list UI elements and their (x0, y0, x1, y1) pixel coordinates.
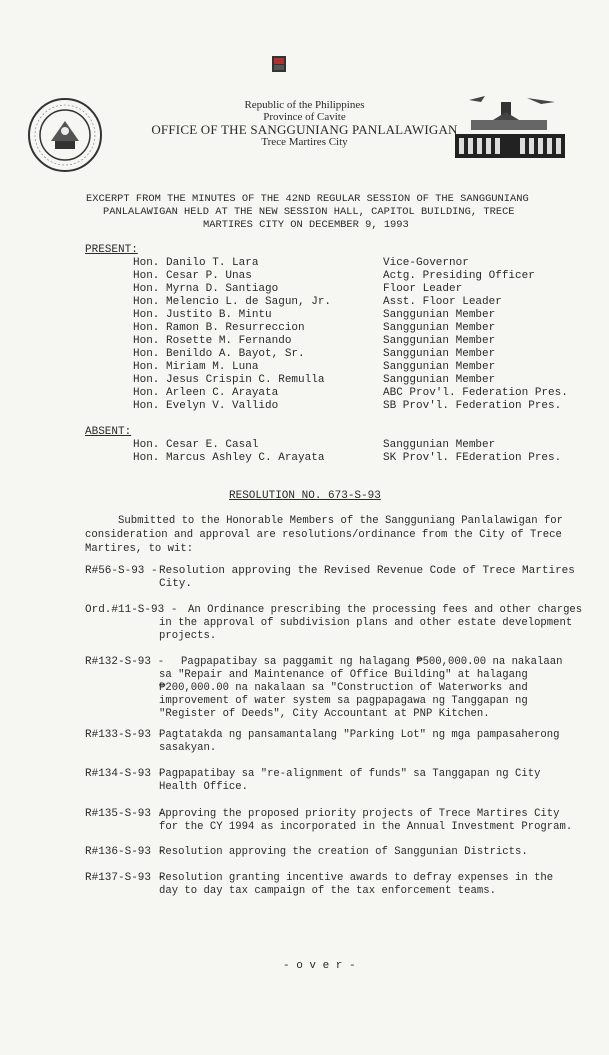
header-republic: Republic of the Philippines (244, 99, 365, 111)
item-line: Resolution approving the Revised Revenue Code of Trece Martires (159, 565, 575, 577)
present-label: PRESENT: (85, 244, 138, 256)
present-member-name: Hon. Danilo T. Lara (133, 257, 259, 269)
present-member-position: Sanggunian Member (383, 335, 496, 347)
item-label: R#56-S-93 - (85, 565, 158, 577)
present-member-position: Sanggunian Member (383, 374, 496, 386)
item-line: projects. (159, 630, 217, 642)
present-member-position: Vice-Governor (383, 257, 469, 269)
present-member-name: Hon. Miriam M. Luna (133, 361, 259, 373)
present-member-position: Actg. Presiding Officer (383, 270, 535, 282)
item-line: "Register of Deeds", City Accountant at PNP Kitchen. (159, 708, 490, 720)
present-member-position: Asst. Floor Leader (383, 296, 502, 308)
present-member-name: Hon. Arleen C. Arayata (133, 387, 279, 399)
present-member-name: Hon. Benildo A. Bayot, Sr. (133, 348, 305, 360)
intro-line-2: consideration and approval are resolutions/ordinance from the City of Trece (85, 529, 562, 541)
present-member-name: Hon. Cesar P. Unas (133, 270, 252, 282)
present-member-name: Hon. Rosette M. Fernando (133, 335, 292, 347)
absent-member-position: SK Prov'l. FEderation Pres. (383, 452, 562, 464)
header-city: Trece Martires City (261, 136, 348, 148)
item-label: R#132-S-93 - (85, 656, 165, 668)
present-member-name: Hon. Evelyn V. Vallido (133, 400, 279, 412)
resolution-item (85, 872, 554, 897)
present-member-position: Floor Leader (383, 283, 463, 295)
header-office: OFFICE OF THE SANGGUNIANG PANLALAWIGAN (151, 122, 458, 137)
item-line: Approving the proposed priority projects of Trece Martires City (159, 808, 560, 820)
item-label: R#137-S-93 - (85, 872, 165, 884)
item-label: R#135-S-93 - (85, 808, 165, 820)
item-line: City. (159, 578, 193, 590)
excerpt-line-2: PANLALAWIGAN HELD AT THE NEW SESSION HALL, CAPITOL BUILDING, TRECE (103, 206, 515, 218)
item-line: ₱200,000.00 na nakalaan sa "Construction of Waterworks and (159, 682, 528, 694)
intro-line-1: Submitted to the Honorable Members of the Sangguniang Panlalawigan for (118, 515, 564, 527)
present-member-position: Sanggunian Member (383, 361, 496, 373)
absent-member-name: Hon. Marcus Ashley C. Arayata (133, 452, 325, 464)
item-label: R#134-S-93 - (85, 768, 165, 780)
excerpt-line-1: EXCERPT FROM THE MINUTES OF THE 42ND REGULAR SESSION OF THE SANGGUNIANG (86, 193, 529, 205)
present-member-position: Sanggunian Member (383, 309, 496, 321)
resolution-item (85, 656, 563, 720)
present-member-name: Hon. Myrna D. Santiago (133, 283, 279, 295)
resolution-item (85, 808, 573, 833)
present-member-position: ABC Prov'l. Federation Pres. (383, 387, 568, 399)
item-line: for the CY 1994 as incorporated in the Annual Investment Program. (159, 821, 573, 833)
resolution-item (85, 729, 560, 754)
excerpt-line-3: MARTIRES CITY ON DECEMBER 9, 1993 (203, 219, 409, 231)
top-emblem-icon (271, 55, 287, 73)
item-line: Resolution approving the creation of Sanggunian Districts. (159, 846, 528, 858)
present-member-name: Hon. Ramon B. Resurreccion (133, 322, 305, 334)
header-province: Province of Cavite (263, 111, 346, 123)
item-label: R#136-S-93 - (85, 846, 165, 858)
item-line: Health Office. (159, 781, 249, 793)
item-line: Pagpapatibay sa paggamit ng halagang ₱500,000.00 na nakalaan (181, 656, 563, 668)
absent-member-name: Hon. Cesar E. Casal (133, 439, 259, 451)
resolution-item (85, 846, 528, 860)
present-member-name: Hon. Jesus Crispin C. Remulla (133, 374, 325, 386)
item-line: sa "Repair and Maintenance of Office Building" at halagang (159, 669, 528, 681)
page-footer-over: - o v e r - (283, 960, 356, 972)
present-member-name: Hon. Justito B. Mintu (133, 309, 272, 321)
absent-label: ABSENT: (85, 426, 132, 438)
item-line: Pagpapatibay sa "re-alignment of funds" sa Tanggapan ng City (159, 768, 541, 780)
present-member-position: Sanggunian Member (383, 348, 496, 360)
present-member-name: Hon. Melencio L. de Sagun, Jr. (133, 296, 332, 308)
item-line: day to day tax campaign of the tax enforcement teams. (159, 885, 496, 897)
item-line: in the approval of subdivision plans and other estate development (159, 617, 573, 629)
resolution-item (85, 604, 583, 642)
resolution-item (85, 768, 541, 793)
resolution-item (85, 565, 575, 590)
item-line: Pagtatakda ng pansamantalang "Parking Lot" ng mga pampasaherong (159, 729, 560, 741)
absent-member-position: Sanggunian Member (383, 439, 496, 451)
item-line: An Ordinance prescribing the processing fees and other charges (188, 604, 583, 616)
item-label: Ord.#11-S-93 - (85, 604, 178, 616)
item-line: sasakyan. (159, 742, 217, 754)
present-member-position: SB Prov'l. Federation Pres. (383, 400, 562, 412)
intro-line-3: Martires, to wit: (85, 543, 194, 555)
resolution-title: RESOLUTION NO. 673-S-93 (229, 490, 381, 502)
present-member-position: Sanggunian Member (383, 322, 496, 334)
item-label: R#133-S-93 - (85, 729, 165, 741)
item-line: improvement of water system sa pagpapagawa ng Tanggapan ng (159, 695, 528, 707)
item-line: Resolution granting incentive awards to defray expenses in the (159, 872, 554, 884)
